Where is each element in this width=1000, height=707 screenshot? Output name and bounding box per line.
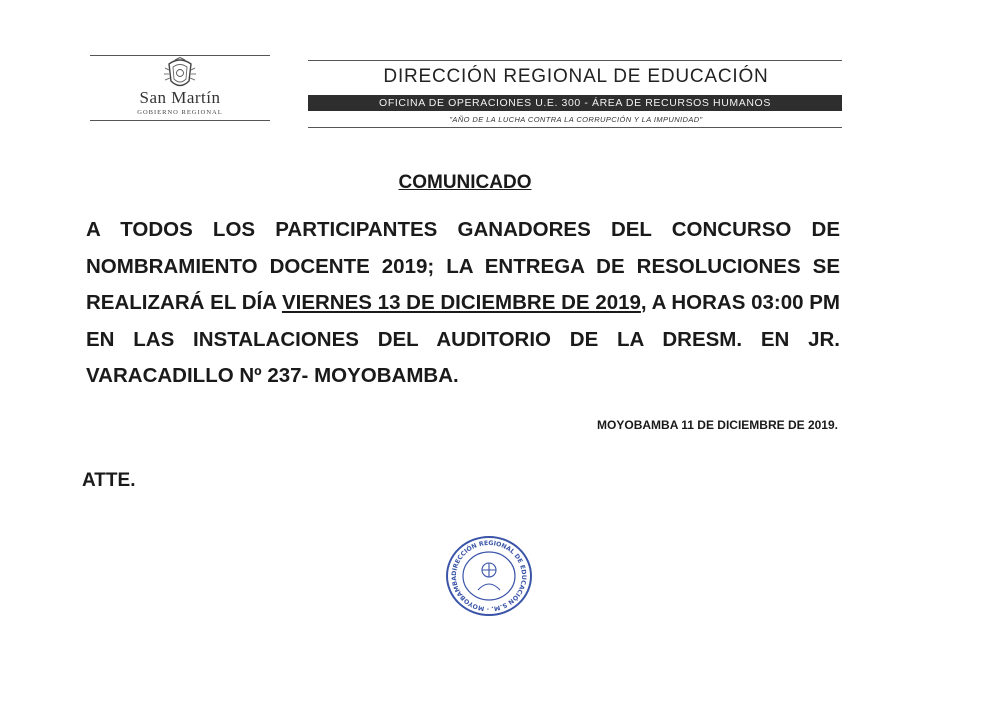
document-title: COMUNICADO	[398, 172, 532, 193]
place-date: MOYOBAMBA 11 DE DICIEMBRE DE 2019.	[597, 418, 838, 432]
header-rule-top-right	[308, 60, 842, 61]
stamp-emblem	[478, 563, 500, 590]
delivery-date: VIERNES 13 DE DICIEMBRE DE 2019	[281, 291, 641, 314]
regional-government-logo	[90, 55, 270, 121]
body-text-start: A TODOS LOS PARTICIPANTES GANADORES DEL CONCURSO DE NOMBRAMIENTO DOCENTE 2019; LA ENTREGA DE RESOLUCIONES SE REALIZARÁ EL DÍA	[86, 218, 840, 314]
body-text-end: , A HORAS 03:00 PM EN LAS INSTALACIONES DEL AUDITORIO DE LA DRESM. EN JR. VARACADILLO Nº 237- MOYOBAMBA.	[86, 291, 840, 387]
closing-salutation: ATTE.	[82, 470, 136, 491]
logo-subtitle: GOBIERNO REGIONAL	[137, 109, 223, 116]
announcement-body	[86, 212, 840, 395]
year-motto: "AÑO DE LA LUCHA CONTRA LA CORRUPCIÓN Y LA IMPUNIDAD"	[449, 115, 703, 124]
logo-name: San Martín	[139, 88, 221, 107]
office-band: OFICINA DE OPERACIONES U.E. 300 - ÁREA DE RECURSOS HUMANOS	[308, 95, 842, 111]
stamp-text: DIRECCIÓN REGIONAL DE EDUCACIÓN S.M. · MOYOBAMBA	[450, 539, 528, 613]
official-stamp	[444, 534, 534, 618]
coat-of-arms-icon	[162, 57, 198, 91]
header-rule-bottom-right	[308, 127, 842, 128]
organization-title: DIRECCIÓN REGIONAL DE EDUCACIÓN	[383, 66, 769, 87]
